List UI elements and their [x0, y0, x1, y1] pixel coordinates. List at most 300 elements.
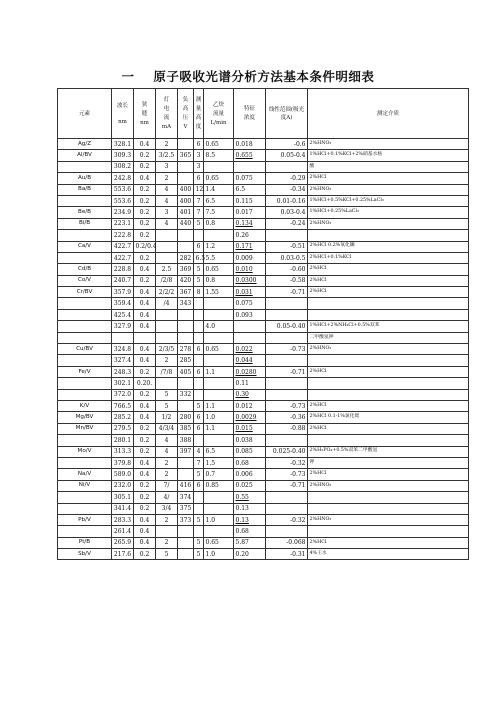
cell-element: Be/B	[58, 207, 112, 218]
header-wavelength: 波长 nm	[112, 89, 134, 139]
cell-slit: 0.2	[134, 195, 156, 206]
cell-lamp-current: 4/3/4	[156, 423, 178, 434]
cell-element	[58, 309, 112, 320]
cell-element	[58, 321, 112, 332]
cell-element: Na/V	[58, 469, 112, 480]
cell-neg-voltage	[178, 230, 194, 241]
cell-linear-range: -0.36	[266, 412, 308, 423]
cell-height	[194, 321, 204, 332]
table-row	[58, 332, 469, 343]
cell-lamp-current: 3	[156, 207, 178, 218]
header-height: 测量高度	[194, 89, 204, 139]
cell-medium: 2%HCl	[308, 469, 469, 480]
cell-wavelength: 217.6	[112, 549, 134, 560]
cell-wavelength: 372.0	[112, 389, 134, 400]
cell-slit: 0.2/0.4	[134, 241, 156, 252]
cell-wavelength: 279.5	[112, 423, 134, 434]
table-row	[58, 503, 469, 514]
cell-wavelength: 280.1	[112, 435, 134, 446]
cell-medium	[308, 503, 469, 514]
cell-slit: 0.2	[134, 161, 156, 172]
cell-slit: 0.2	[134, 184, 156, 195]
cell-slit: 0.4	[134, 412, 156, 423]
cell-sensitivity: 0.093	[234, 309, 266, 320]
cell-slit: 0.4	[134, 400, 156, 411]
cell-acetylene: 5.5	[204, 252, 234, 263]
cell-sensitivity: 0.075	[234, 173, 266, 184]
cell-height	[194, 332, 204, 343]
cell-element	[58, 298, 112, 309]
cell-acetylene	[204, 389, 234, 400]
table-row	[58, 150, 469, 161]
cell-wavelength: 341.4	[112, 503, 134, 514]
cell-neg-voltage: 369	[178, 264, 194, 275]
cell-height: 7	[194, 195, 204, 206]
cell-lamp-current: 2	[156, 139, 178, 150]
cell-medium: 2%HCl	[308, 537, 469, 548]
cell-height: 5	[194, 514, 204, 525]
cell-lamp-current	[156, 321, 178, 332]
cell-height: 3	[194, 161, 204, 172]
cell-medium: 2%HCl	[308, 423, 469, 434]
table-row	[58, 526, 469, 537]
cell-element: K/V	[58, 400, 112, 411]
cell-acetylene: 1.0	[204, 549, 234, 560]
cell-element	[58, 492, 112, 503]
cell-height	[194, 492, 204, 503]
cell-wavelength: 327.4	[112, 355, 134, 366]
cell-height: 5	[194, 275, 204, 286]
cell-sensitivity: 0.075	[234, 298, 266, 309]
cell-sensitivity: 0.006	[234, 469, 266, 480]
cell-sensitivity	[234, 161, 266, 172]
cell-height: 5	[194, 264, 204, 275]
cell-element: Sb/V	[58, 549, 112, 560]
cell-element: Cr/BV	[58, 287, 112, 298]
cell-linear-range	[266, 435, 308, 446]
cell-linear-range	[266, 309, 308, 320]
cell-linear-range	[266, 378, 308, 389]
table-row	[58, 139, 469, 150]
cell-lamp-current	[156, 241, 178, 252]
cell-lamp-current: 4/	[156, 492, 178, 503]
cell-element: Pt/B	[58, 537, 112, 548]
cell-lamp-current: /2/8	[156, 275, 178, 286]
cell-height: 6	[194, 412, 204, 423]
cell-acetylene: 1.1	[204, 400, 234, 411]
header-row	[58, 89, 469, 139]
table-row	[58, 457, 469, 468]
cell-neg-voltage: 416	[178, 480, 194, 491]
cell-height: 7	[194, 207, 204, 218]
cell-slit: 0.4	[134, 514, 156, 525]
cell-acetylene: 1.1	[204, 423, 234, 434]
cell-neg-voltage	[178, 549, 194, 560]
cell-neg-voltage: 367	[178, 287, 194, 298]
cell-wavelength: 589.0	[112, 469, 134, 480]
cell-wavelength: 265.9	[112, 537, 134, 548]
cell-element	[58, 457, 112, 468]
cell-element	[58, 503, 112, 514]
cell-linear-range: 0.05-0.40	[266, 321, 308, 332]
header-sensitivity: 特征浓度	[234, 89, 266, 139]
cell-wavelength: 234.9	[112, 207, 134, 218]
cell-linear-range: -0.88	[266, 423, 308, 434]
cell-lamp-current: 2	[156, 537, 178, 548]
cell-linear-range: -0.71	[266, 287, 308, 298]
cell-slit: 0.2	[134, 446, 156, 457]
cell-sensitivity: 0.30	[234, 389, 266, 400]
cell-medium: 2%HCl 0.2%氧化镧	[308, 241, 469, 252]
cell-element: Pb/V	[58, 514, 112, 525]
table-row	[58, 298, 469, 309]
cell-wavelength: 308.2	[112, 161, 134, 172]
cell-wavelength: 261.4	[112, 526, 134, 537]
cell-lamp-current: 4	[156, 435, 178, 446]
table-row	[58, 252, 469, 263]
cell-neg-voltage	[178, 161, 194, 172]
cell-lamp-current: 2/2/2	[156, 287, 178, 298]
cell-height	[194, 355, 204, 366]
cell-slit: 0.4	[134, 457, 156, 468]
cell-acetylene	[204, 526, 234, 537]
cell-medium: 2%HNO₃	[308, 480, 469, 491]
cell-slit: 0.2	[134, 230, 156, 241]
cell-lamp-current: 4	[156, 218, 178, 229]
conditions-table	[57, 88, 469, 560]
cell-sensitivity: 0.025	[234, 480, 266, 491]
table-row	[58, 173, 469, 184]
cell-linear-range: -0.34	[266, 184, 308, 195]
cell-sensitivity: 0.20	[234, 549, 266, 560]
cell-acetylene: 0.65	[204, 173, 234, 184]
table-row	[58, 184, 469, 195]
cell-sensitivity: 0.022	[234, 344, 266, 355]
cell-height: 6	[194, 344, 204, 355]
cell-linear-range: 0.01-0.16	[266, 195, 308, 206]
cell-element	[58, 389, 112, 400]
cell-linear-range: 0.03-0.5	[266, 252, 308, 263]
cell-wavelength: 223.1	[112, 218, 134, 229]
header-neg-voltage: 负高压 V	[178, 89, 194, 139]
cell-acetylene	[204, 298, 234, 309]
cell-lamp-current: 2.5	[156, 264, 178, 275]
cell-lamp-current: /7/8	[156, 366, 178, 377]
table-row	[58, 446, 469, 457]
header-lamp-current: 灯电流 mA	[156, 89, 178, 139]
cell-sensitivity: 0.015	[234, 423, 266, 434]
cell-height: 5	[194, 469, 204, 480]
cell-linear-range: 0.03-0.4	[266, 207, 308, 218]
cell-lamp-current: 2	[156, 469, 178, 480]
cell-wavelength: 248.3	[112, 366, 134, 377]
cell-element	[58, 252, 112, 263]
cell-lamp-current: 5	[156, 400, 178, 411]
table-row	[58, 514, 469, 525]
cell-medium	[308, 309, 469, 320]
cell-medium: 2%HNO₃	[308, 344, 469, 355]
cell-lamp-current: 2	[156, 514, 178, 525]
cell-wavelength: 422.7	[112, 252, 134, 263]
cell-neg-voltage	[178, 378, 194, 389]
cell-element: Fe/V	[58, 366, 112, 377]
cell-sensitivity: 0.26	[234, 230, 266, 241]
cell-slit: 0.4	[134, 537, 156, 548]
cell-acetylene: 0.8	[204, 218, 234, 229]
cell-wavelength: 305.1	[112, 492, 134, 503]
cell-medium: 2%HNO₃	[308, 184, 469, 195]
header-acetylene: 乙炔流量 L/min	[204, 89, 234, 139]
cell-wavelength	[112, 332, 134, 343]
cell-wavelength: 328.1	[112, 139, 134, 150]
cell-wavelength: 379.8	[112, 457, 134, 468]
cell-element: Ni/V	[58, 480, 112, 491]
table-row	[58, 480, 469, 491]
table-row	[58, 400, 469, 411]
cell-slit: 0.4	[134, 469, 156, 480]
cell-sensitivity: 6.5	[234, 184, 266, 195]
cell-slit: 0.2	[134, 435, 156, 446]
cell-acetylene	[204, 230, 234, 241]
cell-height: 5	[194, 400, 204, 411]
cell-sensitivity: 0.031	[234, 287, 266, 298]
cell-linear-range: -0.71	[266, 366, 308, 377]
cell-wavelength: 359.4	[112, 298, 134, 309]
cell-height: 4	[194, 446, 204, 457]
cell-element	[58, 355, 112, 366]
cell-wavelength: 228.8	[112, 264, 134, 275]
cell-medium: 钾	[308, 457, 469, 468]
cell-lamp-current: 2	[156, 355, 178, 366]
cell-acetylene: 1.0	[204, 514, 234, 525]
cell-height	[194, 298, 204, 309]
cell-acetylene: 1.55	[204, 287, 234, 298]
cell-linear-range	[266, 355, 308, 366]
cell-acetylene: 0.65	[204, 537, 234, 548]
cell-sensitivity: 0.13	[234, 514, 266, 525]
cell-sensitivity: 0.655	[234, 150, 266, 161]
cell-slit: 0.2	[134, 549, 156, 560]
cell-wavelength: 422.7	[112, 241, 134, 252]
cell-lamp-current: 5	[156, 389, 178, 400]
table-row	[58, 469, 469, 480]
cell-linear-range: -0.60	[266, 264, 308, 275]
cell-neg-voltage: 373	[178, 514, 194, 525]
cell-wavelength: 766.5	[112, 400, 134, 411]
cell-acetylene: 1.0	[204, 412, 234, 423]
cell-lamp-current: 3/2.5	[156, 150, 178, 161]
cell-medium: 2%HCl+0.1%KCl	[308, 252, 469, 263]
cell-neg-voltage: 401	[178, 207, 194, 218]
cell-height	[194, 230, 204, 241]
cell-slit: 0.2	[134, 492, 156, 503]
cell-linear-range	[266, 389, 308, 400]
cell-height: 6	[194, 480, 204, 491]
cell-medium: 2%HCl	[308, 287, 469, 298]
cell-lamp-current	[156, 252, 178, 263]
cell-sensitivity: 0.13	[234, 503, 266, 514]
cell-neg-voltage: 375	[178, 503, 194, 514]
cell-acetylene: 0.65	[204, 139, 234, 150]
table-row	[58, 366, 469, 377]
cell-slit: 0.4	[134, 309, 156, 320]
cell-neg-voltage: 440	[178, 218, 194, 229]
cell-linear-range	[266, 332, 308, 343]
cell-linear-range	[266, 526, 308, 537]
cell-slit: 0.2	[134, 150, 156, 161]
cell-acetylene: 1.5	[204, 457, 234, 468]
cell-lamp-current: 2	[156, 173, 178, 184]
cell-height: 6	[194, 173, 204, 184]
cell-element: Bi/B	[58, 218, 112, 229]
table-row	[58, 275, 469, 286]
cell-slit	[134, 332, 156, 343]
cell-medium	[308, 389, 469, 400]
cell-acetylene	[204, 503, 234, 514]
cell-height: 8	[194, 287, 204, 298]
cell-sensitivity: 0.0280	[234, 366, 266, 377]
cell-sensitivity: 0.68	[234, 457, 266, 468]
cell-medium: 酸	[308, 161, 469, 172]
cell-acetylene: 7.5	[204, 207, 234, 218]
cell-slit: 0.2	[134, 275, 156, 286]
cell-element: Ag/Z	[58, 139, 112, 150]
cell-neg-voltage: 278	[178, 344, 194, 355]
cell-element: Ca/V	[58, 241, 112, 252]
table-row	[58, 321, 469, 332]
cell-element: Mg/BV	[58, 412, 112, 423]
table-row	[58, 230, 469, 241]
cell-linear-range: -0.29	[266, 173, 308, 184]
table-row	[58, 423, 469, 434]
header-element: 元素	[58, 89, 112, 139]
cell-medium: 2%HCl	[308, 400, 469, 411]
cell-linear-range: -0.51	[266, 241, 308, 252]
cell-sensitivity: 0.68	[234, 526, 266, 537]
cell-lamp-current: 4	[156, 446, 178, 457]
cell-linear-range: -0.73	[266, 344, 308, 355]
cell-medium: 2%HCl	[308, 275, 469, 286]
cell-slit: 0.4	[134, 321, 156, 332]
cell-medium	[308, 526, 469, 537]
cell-wavelength: 553.6	[112, 195, 134, 206]
cell-slit: 0.4	[134, 526, 156, 537]
cell-element: Cu/BV	[58, 344, 112, 355]
cell-element	[58, 161, 112, 172]
cell-lamp-current	[156, 230, 178, 241]
cell-medium: 1%HCl+0.5%KCl+0.25%LaCl₃	[308, 195, 469, 206]
cell-slit: 0.4	[134, 355, 156, 366]
cell-height: 7	[194, 457, 204, 468]
cell-acetylene: 0.65	[204, 264, 234, 275]
cell-medium: 2%HCl 0.1-1%氯化锶	[308, 412, 469, 423]
cell-wavelength: 283.3	[112, 514, 134, 525]
cell-height: 6	[194, 423, 204, 434]
cell-medium	[308, 230, 469, 241]
table-row	[58, 287, 469, 298]
cell-sensitivity: 0.0300	[234, 275, 266, 286]
cell-height: 6	[194, 241, 204, 252]
cell-sensitivity: 0.044	[234, 355, 266, 366]
cell-linear-range	[266, 230, 308, 241]
cell-sensitivity: 0.010	[234, 264, 266, 275]
cell-acetylene: 0.85	[204, 480, 234, 491]
table-row	[58, 537, 469, 548]
cell-medium	[308, 492, 469, 503]
cell-slit: 0.4	[134, 298, 156, 309]
cell-slit: 0.2	[134, 423, 156, 434]
cell-height	[194, 526, 204, 537]
header-slit: 狭缝 nm	[134, 89, 156, 139]
cell-lamp-current: 2	[156, 457, 178, 468]
cell-neg-voltage: 385	[178, 423, 194, 434]
cell-medium: 2%HCl	[308, 366, 469, 377]
cell-linear-range: -0.6	[266, 139, 308, 150]
table-row	[58, 389, 469, 400]
table-row	[58, 378, 469, 389]
cell-element	[58, 378, 112, 389]
cell-acetylene: 6.5	[204, 446, 234, 457]
cell-neg-voltage: 388	[178, 435, 194, 446]
cell-linear-range	[266, 503, 308, 514]
table-row	[58, 218, 469, 229]
cell-sensitivity	[234, 321, 266, 332]
table-row	[58, 161, 469, 172]
cell-slit: 0.2	[134, 252, 156, 263]
cell-neg-voltage: 282	[178, 252, 194, 263]
table-row	[58, 264, 469, 275]
cell-medium: 1%HCl+0.1%KCl+2%硝基水杨	[308, 150, 469, 161]
cell-linear-range: -0.73	[266, 469, 308, 480]
cell-neg-voltage: 280	[178, 412, 194, 423]
cell-slit: 0.4	[134, 139, 156, 150]
cell-slit: 0.2	[134, 503, 156, 514]
cell-linear-range: -0.58	[266, 275, 308, 286]
cell-sensitivity: 0.038	[234, 435, 266, 446]
cell-neg-voltage: 400	[178, 195, 194, 206]
cell-acetylene	[204, 309, 234, 320]
table-row	[58, 355, 469, 366]
cell-element: Co/V	[58, 275, 112, 286]
cell-medium	[308, 435, 469, 446]
cell-lamp-current: 3	[156, 161, 178, 172]
table-row	[58, 412, 469, 423]
cell-medium: 1%HCl+2%NH₄Cl+0.5%双苯	[308, 321, 469, 332]
cell-element: Ba/B	[58, 184, 112, 195]
cell-height: 6	[194, 139, 204, 150]
cell-wavelength: 222.8	[112, 230, 134, 241]
cell-neg-voltage	[178, 139, 194, 150]
cell-neg-voltage: 405	[178, 366, 194, 377]
cell-neg-voltage: 365	[178, 150, 194, 161]
cell-medium: 2%HCl	[308, 264, 469, 275]
cell-acetylene	[204, 161, 234, 172]
cell-height: 5	[194, 218, 204, 229]
cell-neg-voltage: 420	[178, 275, 194, 286]
table-row	[58, 344, 469, 355]
cell-neg-voltage: 397	[178, 446, 194, 457]
cell-acetylene: 6.5	[204, 195, 234, 206]
cell-slit: 0.2	[134, 218, 156, 229]
cell-lamp-current: /4	[156, 298, 178, 309]
cell-linear-range: -0.73	[266, 400, 308, 411]
cell-slit: 0.2	[134, 480, 156, 491]
cell-height	[194, 389, 204, 400]
cell-neg-voltage	[178, 526, 194, 537]
cell-acetylene	[204, 332, 234, 343]
page-title	[0, 67, 496, 85]
cell-acetylene	[204, 378, 234, 389]
